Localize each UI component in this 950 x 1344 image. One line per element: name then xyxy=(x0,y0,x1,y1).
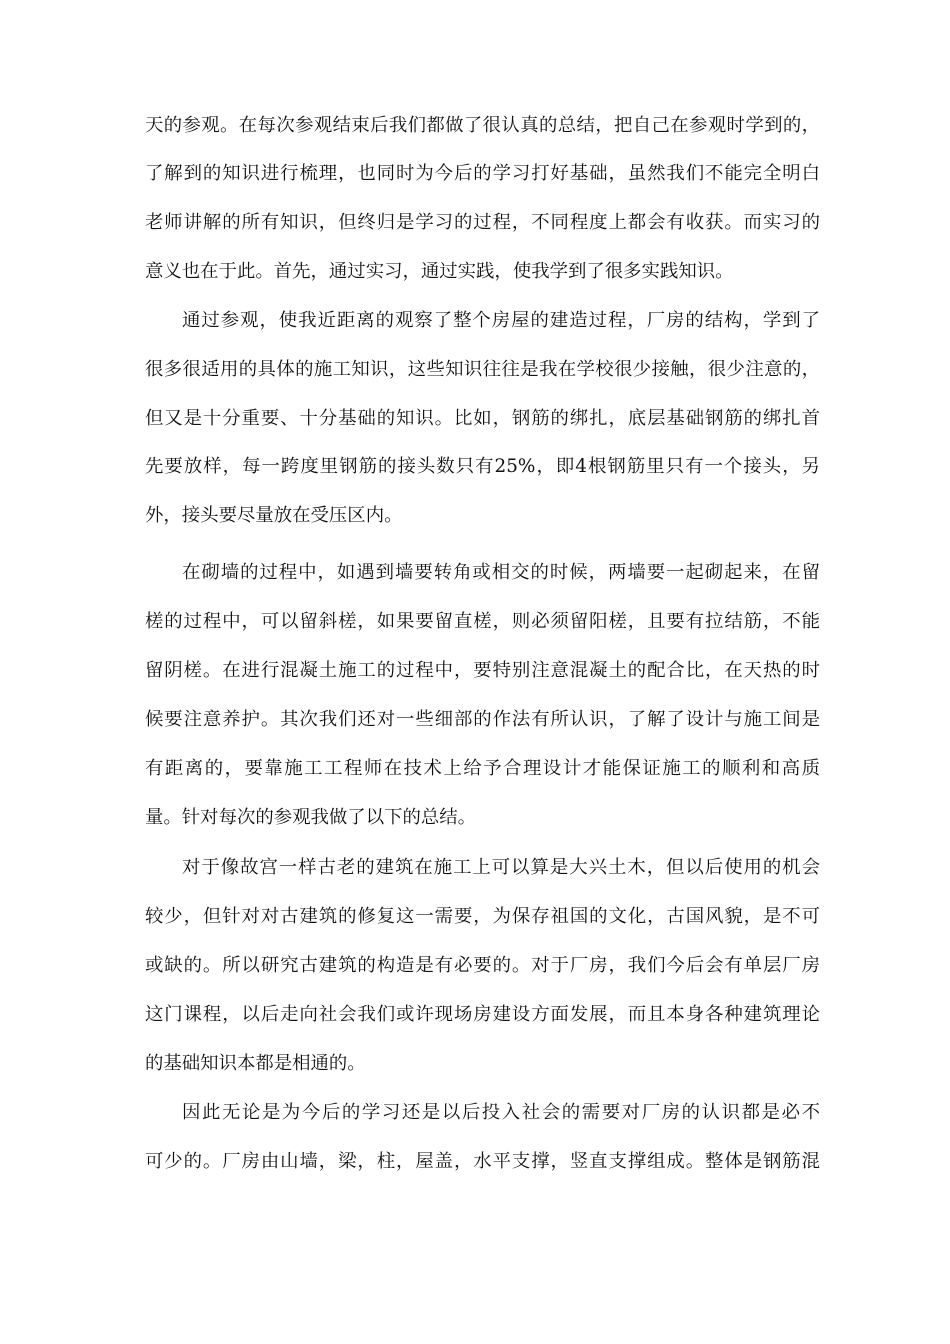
paragraph-3-line-4: 候要注意养护。其次我们还对一些细部的作法有所认识，了解了设计与施工间是 xyxy=(145,709,820,730)
paragraph-2-line-2: 很多很适用的具体的施工知识，这些知识往往是我在学校很少接触，很少注意的， xyxy=(145,359,820,380)
paragraph-4-line-3: 或缺的。所以研究古建筑的构造是有必要的。对于厂房，我们今后会有单层厂房 xyxy=(145,955,820,976)
paragraph-3-line-1: 在砌墙的过程中，如遇到墙要转角或相交的时候，两墙要一起砌起来，在留 xyxy=(182,562,820,583)
paragraph-5-line-1: 因此无论是为今后的学习还是以后投入社会的需要对厂房的认识都是必不 xyxy=(182,1102,820,1123)
paragraph-3-line-2: 槎的过程中，可以留斜槎，如果要留直槎，则必须留阳槎，且要有拉结筋，不能 xyxy=(145,611,820,632)
paragraph-1-line-4: 意义也在于此。首先，通过实习，通过实践，使我学到了很多实践知识。 xyxy=(145,261,734,282)
paragraph-4-line-2: 较少，但针对对古建筑的修复这一需要，为保存祖国的文化，古国风貌，是不可 xyxy=(145,906,820,927)
paragraph-4-line-5: 的基础知识本都是相通的。 xyxy=(145,1053,366,1074)
paragraph-3-line-6: 量。针对每次的参观我做了以下的总结。 xyxy=(145,807,477,828)
paragraph-2-line-4: 先要放样，每一跨度里钢筋的接头数只有25%，即4根钢筋里只有一个接头，另 xyxy=(145,456,820,477)
paragraph-1-line-1: 天的参观。在每次参观结束后我们都做了很认真的总结，把自己在参观时学到的， xyxy=(145,115,820,136)
paragraph-2-line-3: 但又是十分重要、十分基础的知识。比如，钢筋的绑扎，底层基础钢筋的绑扎首 xyxy=(145,408,820,429)
paragraph-3-line-5: 有距离的，要靠施工工程师在技术上给予合理设计才能保证施工的顺利和高质 xyxy=(145,758,820,779)
paragraph-4-line-1: 对于像故宫一样古老的建筑在施工上可以算是大兴土木，但以后使用的机会 xyxy=(182,857,820,878)
paragraph-1-line-3: 老师讲解的所有知识，但终归是学习的过程，不同程度上都会有收获。而实习的 xyxy=(145,212,820,233)
paragraph-2-line-5: 外，接头要尽量放在受压区内。 xyxy=(145,505,403,526)
paragraph-2-line-1: 通过参观，使我近距离的观察了整个房屋的建造过程，厂房的结构，学到了 xyxy=(182,310,820,331)
paragraph-3-line-3: 留阴槎。在进行混凝土施工的过程中，要特别注意混凝土的配合比，在天热的时 xyxy=(145,660,820,681)
paragraph-4-line-4: 这门课程，以后走向社会我们或许现场房建设方面发展，而且本身各种建筑理论 xyxy=(145,1004,820,1025)
paragraph-1-line-2: 了解到的知识进行梳理，也同时为今后的学习打好基础，虽然我们不能完全明白 xyxy=(145,163,820,184)
paragraph-5-line-2: 可少的。厂房由山墙，梁，柱，屋盖，水平支撑，竖直支撑组成。整体是钢筋混 xyxy=(145,1151,820,1172)
